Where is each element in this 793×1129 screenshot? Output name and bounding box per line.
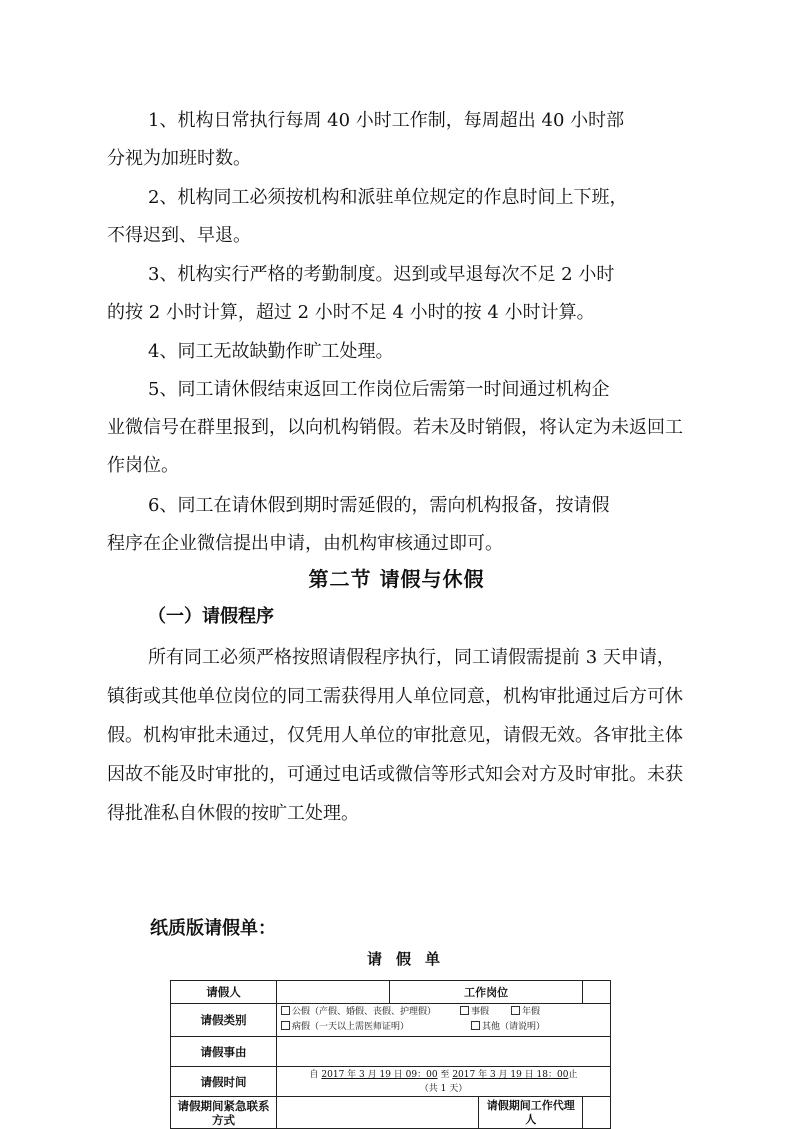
paragraph-1 (107, 102, 692, 178)
checkbox-icon (471, 1021, 480, 1030)
row-time (171, 1067, 611, 1097)
total-days: （共 1 天） (419, 1083, 468, 1094)
reason-value (277, 1037, 611, 1067)
start-date: 2017 年 3 月 19 日 09：00 (321, 1069, 438, 1080)
option-sick-leave (281, 1020, 409, 1035)
subheading: （一）请假程序 (148, 606, 274, 627)
option-label: 其他（请说明） (482, 1022, 546, 1032)
applicant-label: 请假人 (171, 981, 277, 1004)
position-value (583, 981, 611, 1004)
option-personal-leave (460, 1005, 489, 1020)
checkbox-icon (511, 1006, 520, 1015)
form-title: 请假单 (366, 950, 454, 968)
option-label: 年假 (522, 1007, 541, 1017)
procedure-paragraph (107, 638, 692, 833)
checkbox-icon (281, 1021, 290, 1030)
checkbox-icon (281, 1006, 290, 1015)
paper-form-label: 纸质版请假单： (150, 918, 276, 939)
position-label: 工作岗位 (390, 981, 583, 1004)
paragraph-2-rest: 不得迟到、早退。 (107, 225, 251, 246)
row-type (171, 1004, 611, 1037)
paragraph-4-line1: 4、同工无故缺勤作旷工处理。 (148, 341, 394, 362)
procedure-text: 所有同工必须严格按照请假程序执行，同工请假需提前 3 天申请，镇街或其他单位岗位的同工需获得用人单位同意，机构审批通过后方可休假。机构审批未通过，仅凭用人单位的审批意见，请假无效。各审批主体因故不能及时审批的，可通过电话或微信等形式知会对方及时审批。未获得批准私自休假的按旷工处理。 (107, 647, 683, 824)
paragraph-5-rest: 业微信号在群里报到，以向机构销假。若未及时销假，将认定为未返回工作岗位。 (107, 417, 683, 476)
paragraph-5-line1: 5、同工请休假结束返回工作岗位后需第一时间通过机构企 (148, 379, 610, 400)
type-label: 请假类别 (171, 1004, 277, 1037)
applicant-value (277, 981, 390, 1004)
option-annual-leave (511, 1005, 540, 1020)
time-from: 自 (309, 1069, 319, 1080)
row-contact (171, 1097, 611, 1129)
emergency-contact-label: 请假期间紧急联系方式 (171, 1097, 277, 1129)
proxy-label: 请假期间工作代理人 (479, 1097, 583, 1129)
proxy-value (583, 1097, 611, 1129)
paragraph-1-line1: 1、机构日常执行每周 40 小时工作制，每周超出 40 小时部 (148, 110, 625, 131)
end-date: 2017 年 3 月 19 日 18：00 (452, 1069, 569, 1080)
option-label: 公假（产假、婚假、丧假、护理假） (292, 1007, 437, 1017)
option-label: 病假（一天以上需医师证明） (292, 1022, 410, 1032)
paragraph-6 (107, 487, 692, 563)
paragraph-6-rest: 程序在企业微信提出申请，由机构审核通过即可。 (107, 533, 503, 554)
paragraph-6-line1: 6、同工在请休假到期时需延假的，需向机构报备，按请假 (148, 495, 610, 516)
paragraph-5 (107, 371, 692, 485)
option-label: 事假 (471, 1007, 490, 1017)
emergency-contact-value (277, 1097, 479, 1129)
time-end: 止 (568, 1069, 578, 1080)
paragraph-3 (107, 256, 692, 332)
paragraph-2 (107, 179, 692, 255)
time-label: 请假时间 (171, 1067, 277, 1097)
option-other (471, 1020, 545, 1035)
row-reason (171, 1037, 611, 1067)
type-options (277, 1004, 611, 1037)
leave-form-table (170, 980, 611, 1129)
checkbox-icon (460, 1006, 469, 1015)
paragraph-1-rest: 分视为加班时数。 (107, 148, 251, 169)
time-to: 至 (440, 1069, 450, 1080)
reason-label: 请假事由 (171, 1037, 277, 1067)
section-heading: 第二节 请假与休假 (308, 567, 485, 591)
paragraph-3-rest: 的按 2 小时计算，超过 2 小时不足 4 小时的按 4 小时计算。 (107, 302, 595, 323)
option-public-leave (281, 1005, 436, 1020)
paragraph-2-line1: 2、机构同工必须按机构和派驻单位规定的作息时间上下班， (148, 187, 628, 208)
paragraph-3-line1: 3、机构实行严格的考勤制度。迟到或早退每次不足 2 小时 (148, 264, 615, 285)
time-value (277, 1067, 611, 1097)
paragraph-4 (107, 333, 692, 371)
row-applicant (171, 981, 611, 1004)
